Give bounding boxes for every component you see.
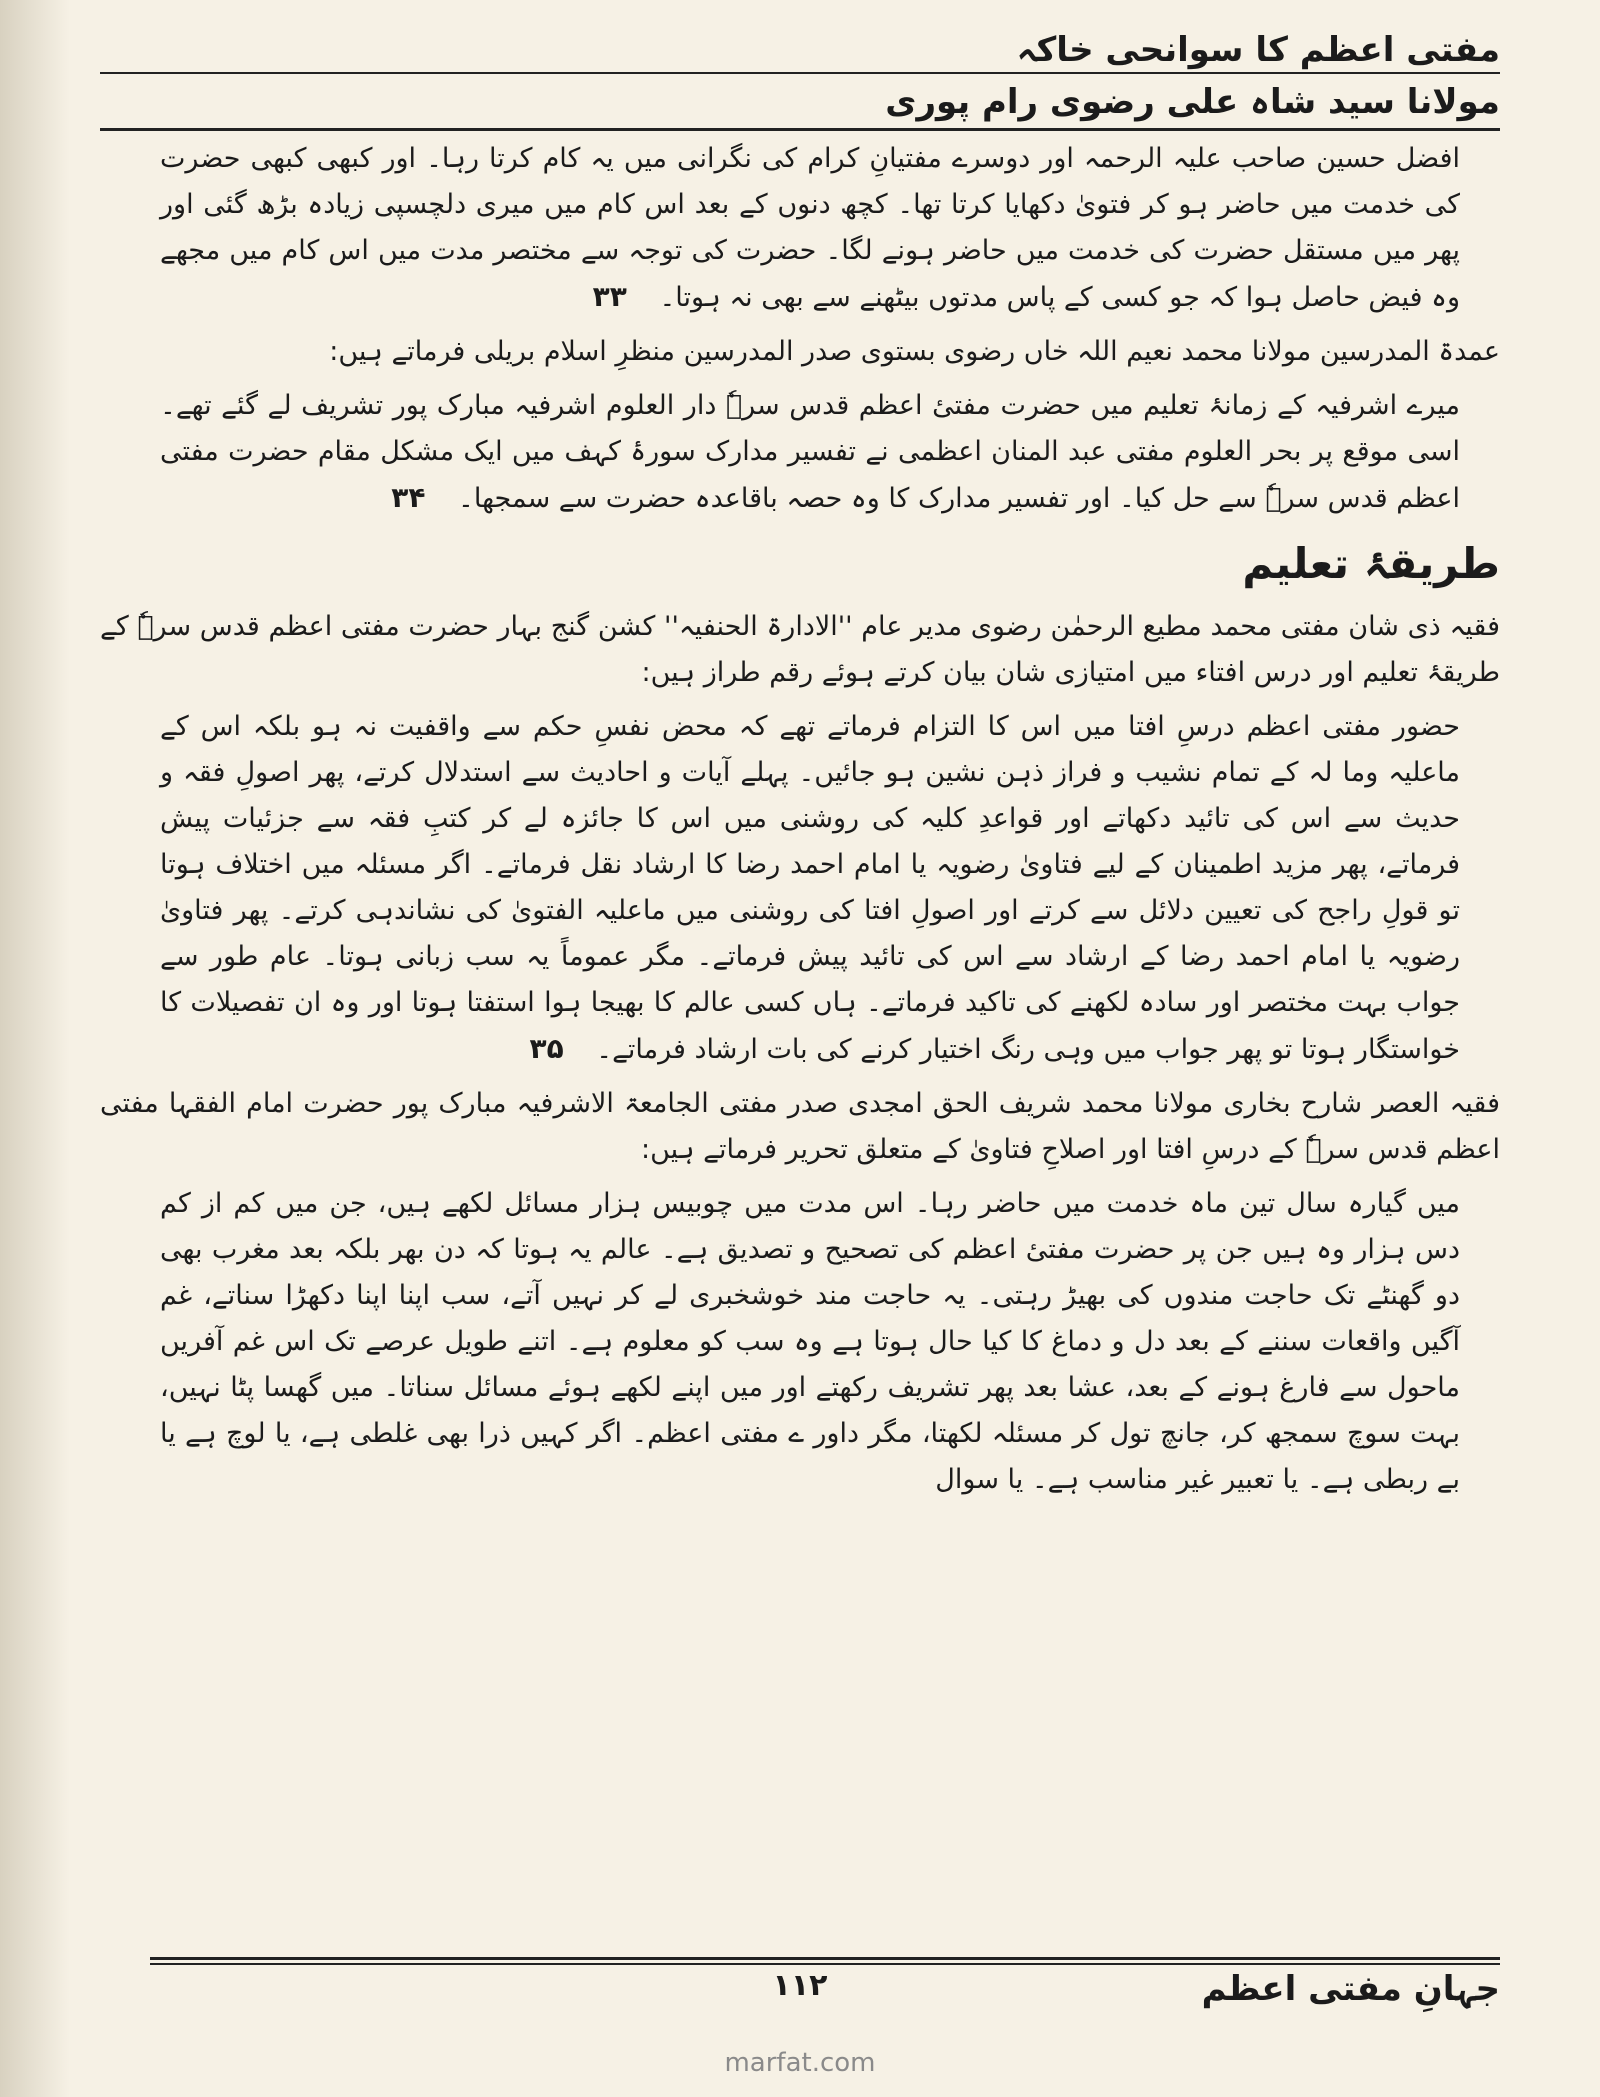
paragraph-1 (100, 136, 1500, 321)
running-author: مولانا سید شاہ علی رضوی رام پوری (885, 82, 1500, 122)
paragraph-text: فقیہ العصر شارح بخاری مولانا محمد شریف الحق امجدی صدر مفتی الجامعۃ الاشرفیہ مبارک پور حضرت امام الفقہا مفتی اعظم قدس سرہٗ کے درسِ افتا اور اصلاحِ فتاویٰ کے متعلق تحریر فرماتے ہیں: (100, 1088, 1500, 1165)
footnote-ref: ۳۵ (529, 1032, 564, 1065)
running-title: مفتی اعظم کا سوانحی خاکہ (1016, 30, 1500, 70)
paragraph-text: عمدۃ المدرسین مولانا محمد نعیم اللہ خاں رضوی بستوی صدر المدرسین منظرِ اسلام بریلی فرماتے ہیں: (329, 336, 1500, 367)
paragraph-text: افضل حسین صاحب علیہ الرحمہ اور دوسرے مفتیانِ کرام کی نگرانی میں یہ کام کرتا رہا۔ اور کبھی کبھی حضرت کی خدمت میں حاضر ہو کر فتویٰ دکھایا کرتا تھا۔ کچھ دنوں کے بعد اس کام میں میری دلچسپی زیادہ بڑھ گئی اور پھر میں مستقل حضرت کی خدمت میں حاضر ہونے لگا۔ حضرت کی توجہ سے مختصر مدت میں اس کام میں مجھے وہ فیض حاصل ہوا کہ جو کسی کے پاس مدتوں بیٹھنے سے بھی نہ ہوتا۔ (160, 143, 1460, 313)
header-rule-top (100, 72, 1500, 74)
paragraph-text: فقیہ ذی شان مفتی محمد مطیع الرحمٰن رضوی مدیر عام ''الادارۃ الحنفیہ'' کشن گنج بہار حضرت مفتی اعظم قدس سرہٗ کے طریقۂ تعلیم اور درس افتاء میں امتیازی شان بیان کرتے ہوئے رقم طراز ہیں: (100, 611, 1500, 688)
section-paragraph-1 (100, 604, 1500, 696)
paragraph-text: میرے اشرفیہ کے زمانۂ تعلیم میں حضرت مفتیٔ اعظم قدس سرہٗ دار العلوم اشرفیہ مبارک پور تشریف لے گئے تھے۔ اسی موقع پر بحر العلوم مفتی عبد المنان اعظمی نے تفسیر مدارک سورۂ کہف میں ایک مشکل مقام حضرت مفتی اعظم قدس سرہٗ سے حل کیا۔ اور تفسیر مدارک کا وہ حصہ باقاعدہ حضرت سے سمجھا۔ (160, 390, 1460, 514)
paragraph-text: میں گیارہ سال تین ماہ خدمت میں حاضر رہا۔ اس مدت میں چوبیس ہزار مسائل لکھے ہیں، جن میں کم از کم دس ہزار وہ ہیں جن پر حضرت مفتیٔ اعظم کی تصحیح و تصدیق ہے۔ عالم یہ ہوتا کہ دن بھر بلکہ بعد مغرب بھی دو گھنٹے تک حاجت مندوں کی بھیڑ رہتی۔ یہ حاجت مند خوشخبری لے کر نہیں آتے، سب اپنا اپنا دکھڑا سناتے، غم آگیں واقعات سننے کے بعد دل و دماغ کا کیا حال ہوتا ہے وہ سب کو معلوم ہے۔ اتنے طویل عرصے تک اس غم آفریں ماحول سے فارغ ہونے کے بعد، عشا بعد پھر تشریف رکھتے اور میں اپنے لکھے ہوئے مسائل سناتا۔ میں گھسا پٹا نہیں، بہت سوچ سمجھ کر، جانچ تول کر مسئلہ لکھتا، مگر داور ے مفتی اعظم۔ اگر کہیں ذرا بھی غلطی ہے، یا لوچ ہے یا بے ربطی ہے۔ یا تعبیر غیر مناسب ہے۔ یا سوال (160, 1188, 1460, 1495)
paragraph-text: حضور مفتی اعظم درسِ افتا میں اس کا التزام فرماتے تھے کہ محض نفسِ حکم سے واقفیت نہ ہو بلکہ اس کے ماعلیہ وما لہ کے تمام نشیب و فراز ذہن نشین ہو جائیں۔ پہلے آیات و احادیث سے استدلال کرتے، پھر اصولِ فقہ و حدیث سے اس کی تائید دکھاتے اور قواعدِ کلیہ کی روشنی میں اس کا جائزہ لے کر کتبِ فقہ سے جزئیات پیش فرماتے، پھر مزید اطمینان کے لیے فتاویٰ رضویہ یا امام احمد رضا کا ارشاد نقل فرماتے۔ اگر مسئلہ میں اختلاف ہوتا تو قولِ راجح کی تعیین دلائل سے کرتے اور اصولِ افتا کی روشنی میں ماعلیہ الفتویٰ کی نشاندہی کرتے۔ پھر فتاویٰ رضویہ یا امام احمد رضا کے ارشاد سے اس کی تائید پیش فرماتے۔ مگر عموماً یہ سب زبانی ہوتا۔ عام طور سے جواب بہت مختصر اور سادہ لکھنے کی تاکید فرماتے۔ ہاں کسی عالم کا بھیجا ہوا استفتا ہوتا اور وہ ان تفصیلات کا خواستگار ہوتا تو پھر جواب میں وہی رنگ اختیار کرنے کی بات ارشاد فرماتے۔ (160, 711, 1460, 1065)
watermark: marfat.com (724, 2048, 876, 2078)
footnote-ref: ۳۴ (391, 481, 426, 514)
header-rule-bottom (100, 128, 1500, 131)
page-body (100, 136, 1500, 1503)
footnote-ref: ۳۳ (592, 280, 627, 313)
paragraph-3 (100, 383, 1500, 522)
section-paragraph-4 (100, 1181, 1500, 1503)
footer-book-title: جہانِ مفتی اعظم (1201, 1969, 1500, 2009)
footer-rule-bottom (150, 1963, 1500, 1965)
footer-rule-top (150, 1957, 1500, 1960)
page-number: ۱۱۲ (772, 1968, 828, 2003)
paragraph-2 (100, 329, 1500, 375)
section-paragraph-3 (100, 1081, 1500, 1173)
section-heading: طریقۂ تعلیم (1242, 539, 1500, 588)
section-paragraph-2 (100, 704, 1500, 1073)
